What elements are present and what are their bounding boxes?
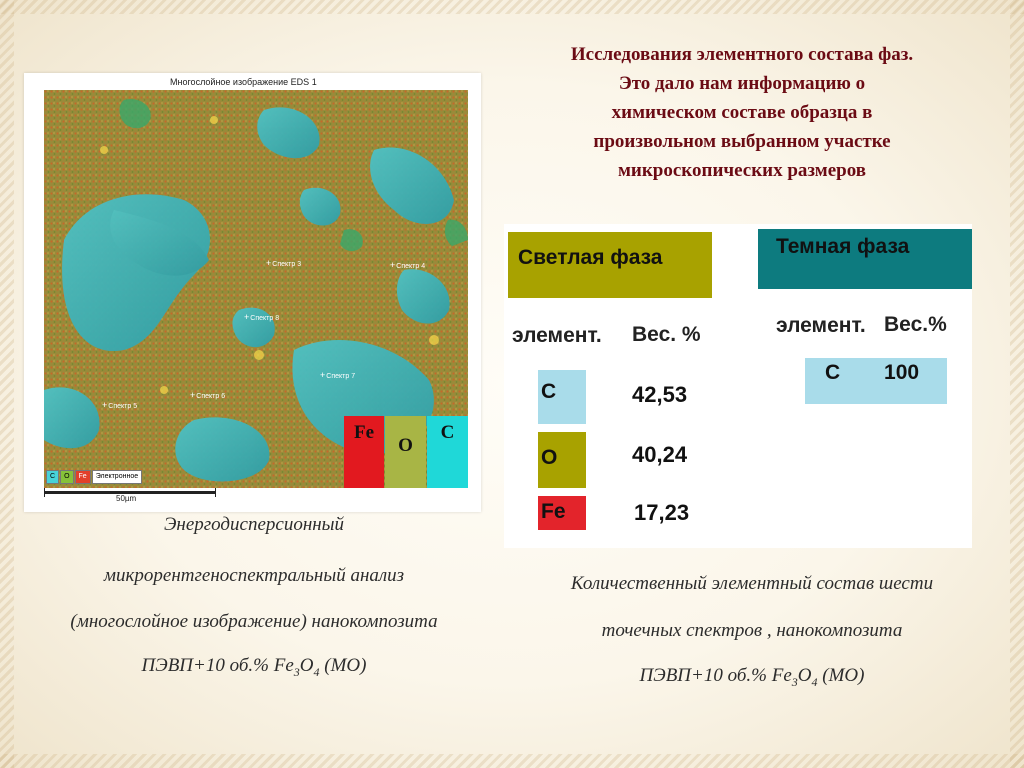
caption-left-formula-b: O bbox=[299, 655, 314, 676]
small-legend-c: C bbox=[46, 470, 59, 484]
small-legend-electron: Электронное bbox=[92, 470, 142, 484]
caption-right-formula-c: (МО) bbox=[817, 665, 865, 686]
caption-left-line-3: (многослойное изображение) нанокомпозита bbox=[70, 611, 438, 632]
eds-map bbox=[44, 90, 468, 488]
light-row-c-value: 42,53 bbox=[632, 382, 688, 407]
light-phase-header: Светлая фаза bbox=[508, 232, 712, 298]
caption-left-sub-2: 4 bbox=[313, 664, 320, 679]
caption-left-line-2: микрорентгеноспектральный анализ bbox=[103, 565, 405, 586]
heading-line-4: произвольном выбранном участке bbox=[593, 131, 891, 152]
bottom-border bbox=[0, 754, 1024, 768]
light-row-c-element: C bbox=[538, 370, 586, 424]
small-legend-o: O bbox=[60, 470, 73, 484]
spectrum-7-marker: +Спектр 7 bbox=[320, 370, 356, 380]
caption-left-formula-c: (МО) bbox=[319, 655, 367, 676]
caption-right-line-3 bbox=[492, 665, 1012, 690]
top-border bbox=[0, 0, 1024, 14]
eds-image-title: Многослойное изображение EDS 1 bbox=[170, 77, 317, 87]
left-border bbox=[0, 0, 14, 768]
scale-label: 50µm bbox=[116, 494, 137, 503]
spectrum-3-marker: +Спектр 3 bbox=[266, 258, 302, 268]
dark-col-weight: Вес.% bbox=[884, 313, 947, 336]
light-row-fe-element: Fe bbox=[538, 496, 586, 530]
caption-left-sub-1: 3 bbox=[293, 664, 300, 679]
spectrum-8-label: Спектр 8 bbox=[250, 315, 280, 322]
right-border bbox=[1010, 0, 1024, 768]
light-col-weight: Вес. % bbox=[632, 323, 701, 346]
light-row-fe-value: 17,23 bbox=[634, 500, 690, 525]
caption-right-line-2: точечных спектров , нанокомпозита bbox=[601, 620, 903, 641]
caption-right-line-1: Количественный элементный состав шести bbox=[570, 573, 934, 594]
caption-left-line-4 bbox=[0, 655, 508, 680]
dark-row-c-element: C bbox=[825, 361, 841, 384]
heading-line-2: Это дало нам информацию о bbox=[618, 73, 866, 94]
composition-table bbox=[504, 224, 972, 548]
dark-row-c bbox=[805, 358, 947, 404]
dark-row-c-value: 100 bbox=[884, 361, 920, 384]
caption-right-formula-b: O bbox=[797, 665, 812, 686]
fe-legend-box: Fe bbox=[344, 416, 384, 488]
caption-left-formula-a: ПЭВП+10 об.% Fe bbox=[141, 655, 294, 676]
heading-line-5: микроскопических размеров bbox=[617, 160, 867, 181]
small-legend-fe: Fe bbox=[75, 470, 91, 484]
light-row-o-element: O bbox=[538, 432, 586, 488]
spectrum-8-marker: +Спектр 8 bbox=[244, 312, 280, 322]
eds-image-panel bbox=[24, 73, 481, 512]
caption-right-formula-a: ПЭВП+10 об.% Fe bbox=[639, 665, 792, 686]
spectrum-5-label: Спектр 5 bbox=[108, 403, 138, 410]
dark-col-element: элемент. bbox=[776, 314, 866, 337]
spectrum-7-label: Спектр 7 bbox=[326, 373, 356, 380]
caption-right-sub-1: 3 bbox=[791, 674, 798, 689]
spectrum-5-marker: +Спектр 5 bbox=[102, 400, 138, 410]
slide-heading bbox=[500, 40, 984, 185]
spectrum-4-label: Спектр 4 bbox=[396, 263, 426, 270]
small-legend bbox=[46, 470, 142, 484]
spectrum-3-label: Спектр 3 bbox=[272, 261, 302, 268]
caption-right-sub-2: 4 bbox=[811, 674, 818, 689]
c-legend-box: C bbox=[427, 416, 468, 488]
heading-line-1: Исследования элементного состава фаз. bbox=[570, 44, 914, 65]
spectrum-6-label: Спектр 6 bbox=[196, 393, 226, 400]
dark-phase-header: Темная фаза bbox=[758, 229, 972, 289]
light-row-o-value: 40,24 bbox=[632, 442, 688, 467]
light-col-element: элемент. bbox=[512, 324, 602, 347]
caption-left-line-1: Энергодисперсионный bbox=[163, 514, 345, 535]
spectrum-6-marker: +Спектр 6 bbox=[190, 390, 226, 400]
o-legend-box: O bbox=[385, 416, 426, 488]
spectrum-4-marker: +Спектр 4 bbox=[390, 260, 426, 270]
heading-line-3: химическом составе образца в bbox=[611, 102, 873, 123]
